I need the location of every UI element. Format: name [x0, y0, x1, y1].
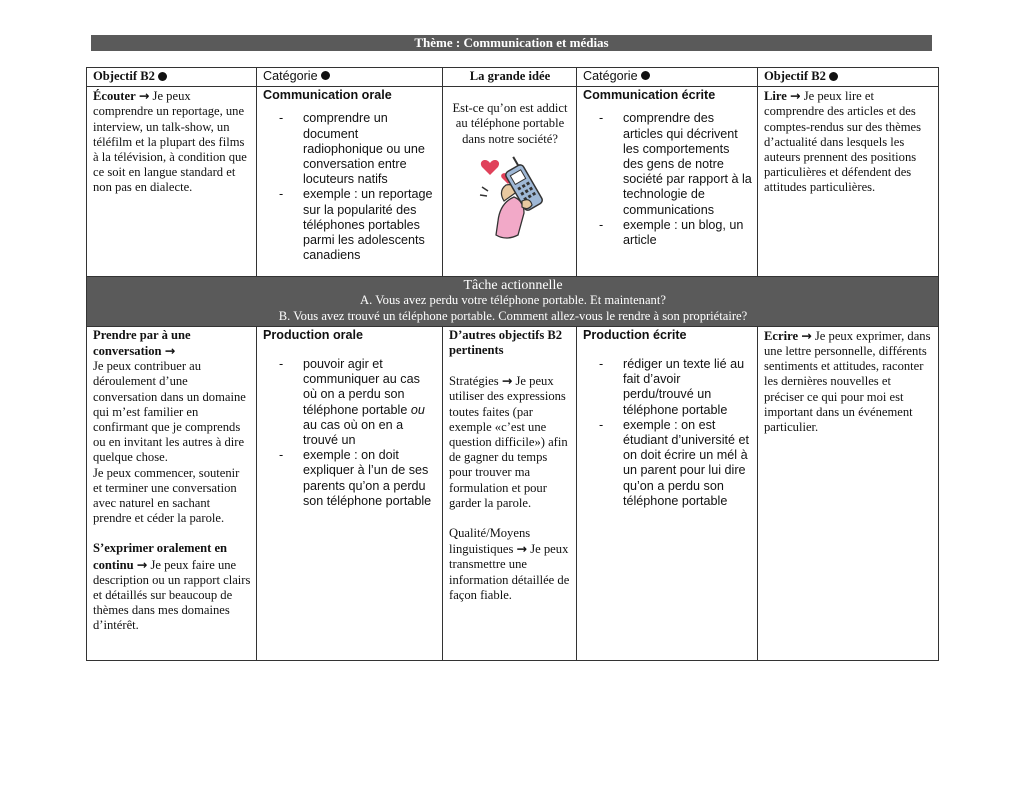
phone-illustration: [449, 151, 571, 250]
right-arrow-icon: →: [138, 88, 150, 104]
header-grande-idee: La grande idée: [443, 68, 577, 87]
right-arrow-icon: →: [516, 541, 528, 557]
right-arrow-icon: →: [801, 327, 812, 343]
header-row: [87, 68, 939, 87]
task-line-a: A. Vous avez perdu votre téléphone portable. Et maintenant?: [360, 293, 666, 308]
right-arrow-icon: →: [136, 556, 148, 572]
cell-prendre-part: Prendre par à une conversation → Je peux contribuer au déroulement d’une conversation dans un domaine qui m’est familier en confirmant que je comprends ou en invitant les autres à dire quelque chose. Je peux commencer, soutenir et terminer une conversation avec naturel en sachant prendre et céder la parole. S’exprimer oralement en continu → Je peux faire une description ou un rapport clairs et détaillés sur beaucoup de thèmes dans mes domaines d’intérêt.: [87, 326, 257, 660]
cell-communication-ecrite: Communication écrite - comprendre des articles qui décrivent les comportements des gens de notre société par rapport à la technologie de communications - exemple : un blog, un article: [577, 87, 758, 277]
right-arrow-icon: →: [164, 343, 176, 359]
cell-grande-idee: [443, 87, 577, 277]
cell-ecrire: Ecrire → Je peux exprimer, dans une lettre personnelle, différents sentiments et attitudes, raconter les dernières nouvelles et préciser ce qui pour moi est important dans un événement particulier.: [758, 326, 939, 660]
list-item: - exemple : on est étudiant d’université et on doit écrire un mél à un parent pour lui dire qu’on a perdu son téléphone portable: [583, 418, 752, 509]
lesson-plan-table: [86, 67, 939, 661]
list-item: - rédiger un texte lié au fait d’avoir perdu/trouvé un téléphone portable: [583, 357, 752, 418]
down-arrow-circle-icon: [829, 72, 838, 81]
header-objectif-left: Objectif B2: [87, 68, 257, 87]
header-categorie-right: Catégorie: [577, 68, 758, 87]
cell-production-orale: Production orale - pouvoir agir et communiquer au cas où on a perdu son téléphone portable ou au cas où on en a trouvé un - exemple : on doit expliquer à l’un de ses parents qu’on a perdu son téléphone portable: [257, 326, 443, 660]
task-title: Tâche actionnelle: [463, 278, 563, 294]
task-row: [87, 277, 939, 327]
down-arrow-circle-icon: [641, 71, 650, 80]
theme-title: Thème : Communication et médias: [91, 35, 932, 51]
header-categorie-left: Catégorie: [257, 68, 443, 87]
cell-lire: Lire → Je peux lire et comprendre des articles et des comptes-rendus sur des thèmes d’actualité dans lesquels les auteurs prennent des positions particulières et défendent des attitudes particulières.: [758, 87, 939, 277]
down-arrow-circle-icon: [158, 72, 167, 81]
down-arrow-circle-icon: [321, 71, 330, 80]
cell-autres-objectifs: D’autres objectifs B2 pertinents Stratégies → Je peux utiliser des expressions toutes faites (par exemple «c’est une question difficile») afin de gagner du temps pour trouver ma formulation et pour garder la parole. Qualité/Moyens linguistiques → Je peux transmettre une information détaillée de façon fiable.: [443, 326, 577, 660]
list-item: - exemple : on doit expliquer à l’un de ses parents qu’on a perdu son téléphone portable: [263, 448, 437, 509]
task-line-b: B. Vous avez trouvé un téléphone portable. Comment allez-vous le rendre à son propriétaire?: [278, 308, 748, 323]
tache-actionnelle: [87, 277, 939, 327]
cell-ecouter: Écouter → Je peux comprendre un reportage, une interview, un talk-show, un téléfilm et la plupart des films à la télévision, à condition que ce soit en langue standard et non pas en dialecte.: [87, 87, 257, 277]
cell-phone-clipart-icon: [460, 151, 560, 246]
cell-production-ecrite: Production écrite - rédiger un texte lié au fait d’avoir perdu/trouvé un téléphone portable - exemple : on est étudiant d’université et on doit écrire un mél à un parent pour lui dire qu’on a perdu son téléphone portable: [577, 326, 758, 660]
header-objectif-right: Objectif B2: [758, 68, 939, 87]
row-production: [87, 326, 939, 660]
list-item: - pouvoir agir et communiquer au cas où on a perdu son téléphone portable ou au cas où on en a trouvé un: [263, 357, 437, 448]
list-item: - comprendre des articles qui décrivent les comportements des gens de notre société par rapport à la technologie de communications: [583, 111, 752, 217]
list-item: - exemple : un blog, un article: [583, 218, 752, 248]
right-arrow-icon: →: [790, 88, 801, 104]
cell-communication-orale: Communication orale - comprendre un document radiophonique ou une conversation entre locuteurs natifs - exemple : un reportage sur la popularité des téléphones portables parmi les adolescents canadiens: [257, 87, 443, 277]
list-item: - comprendre un document radiophonique ou une conversation entre locuteurs natifs: [263, 111, 437, 187]
right-arrow-icon: →: [501, 373, 513, 389]
list-item: - exemple : un reportage sur la popularité des téléphones portables parmi les adolescents canadiens: [263, 187, 437, 263]
row-comprehension: [87, 87, 939, 277]
grande-idee-question: Est-ce qu’on est addict au téléphone portable dans notre société?: [452, 101, 568, 146]
